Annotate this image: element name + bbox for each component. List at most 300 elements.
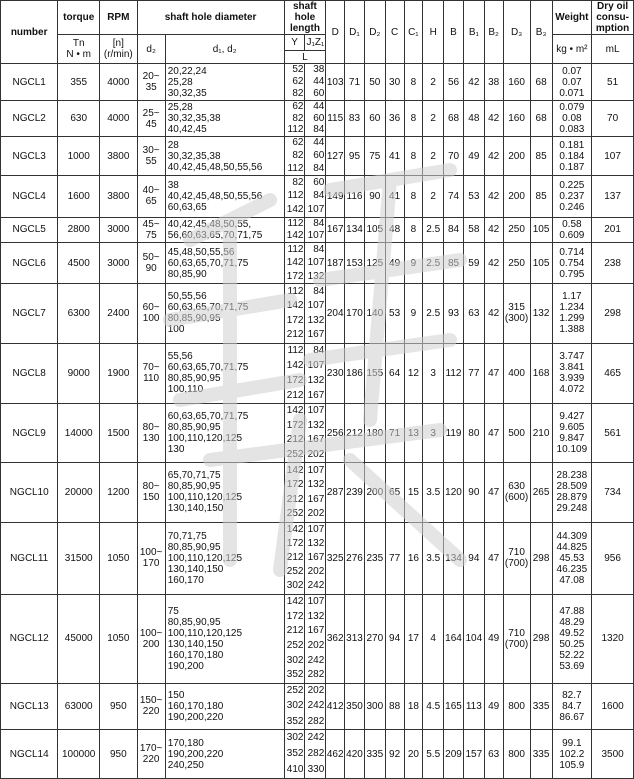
- table-row: [1, 101, 634, 137]
- shaft-length-y: 142: [286, 523, 304, 535]
- shaft-length-y: 352: [286, 669, 304, 681]
- torque-value: 2800: [67, 224, 90, 236]
- col-B1: 80: [468, 427, 480, 439]
- col-C1: 8: [410, 224, 417, 236]
- shaft-length-y: 252: [286, 685, 304, 697]
- col-C: 30: [389, 76, 401, 88]
- shaft-length-y: 302: [286, 700, 304, 712]
- torque-value: 1600: [67, 190, 90, 202]
- torque-value: 63000: [64, 700, 93, 712]
- col-B2: 42: [488, 150, 500, 162]
- col-B3: 298: [532, 552, 550, 564]
- col-B1: 90: [468, 486, 480, 498]
- header-dry-oil: Dry oil consu- mption: [595, 1, 630, 34]
- col-B3: 105: [532, 257, 550, 269]
- col-B2: 47: [488, 486, 500, 498]
- d1d2-values: 38 40,42,45,48,50,55,56 60,63,65: [167, 179, 263, 213]
- shaft-length-j1z1: 132: [307, 374, 325, 386]
- dry-oil-value: 201: [604, 224, 621, 236]
- shaft-length-y: 142: [286, 229, 304, 241]
- shaft-length-y: 212: [286, 389, 304, 401]
- rpm-value: 950: [109, 748, 127, 760]
- col-B2: 49: [488, 633, 500, 645]
- col-D: 167: [326, 224, 344, 236]
- shaft-length-y: 142: [286, 257, 304, 269]
- torque-value: 630: [70, 113, 88, 125]
- shaft-length-j1z1: 242: [307, 700, 325, 712]
- rpm-value: 3000: [107, 257, 130, 269]
- weight-values: 3.747 3.841 3.939 4.072: [559, 351, 585, 396]
- table-row: [1, 522, 634, 594]
- col-B3: 298: [532, 633, 550, 645]
- col-B2: 42: [488, 113, 500, 125]
- shaft-length-j1z1: 44: [313, 100, 325, 112]
- col-B3: 85: [535, 190, 547, 202]
- torque-value: 6300: [67, 307, 90, 319]
- header-J1Z1: J₁Z₁: [305, 35, 326, 51]
- col-D1: 239: [346, 486, 363, 498]
- header-dry-oil-unit: mL: [592, 35, 634, 64]
- col-B1: 53: [468, 190, 480, 202]
- weight-values: 0.181 0.184 0.187: [559, 139, 585, 173]
- col-D1: 83: [348, 113, 361, 125]
- header-C1: C₁: [404, 1, 423, 64]
- d1d2-values: 45,48,50,55,56 60,63,65,70,71,75 80,85,90: [167, 246, 249, 280]
- col-C1: 8: [410, 76, 417, 88]
- col-D3: 630 (600): [504, 481, 529, 504]
- dry-oil-value: 734: [604, 486, 621, 498]
- d1d2-values: 170,180 190,200,220 240,250: [167, 737, 224, 771]
- d2-range: 150~ 220: [139, 695, 163, 718]
- col-B: 164: [445, 633, 462, 645]
- col-C: 41: [389, 150, 401, 162]
- weight-values: 99.1 102.2 105.9: [559, 737, 585, 771]
- shaft-length-j1z1: 60: [313, 88, 325, 100]
- shaft-length-j1z1: 167: [307, 434, 325, 446]
- shaft-length-y: 112: [287, 243, 304, 255]
- col-B3: 132: [532, 307, 550, 319]
- col-D3: 710 (700): [504, 627, 529, 650]
- d2-range: 100~ 170: [139, 547, 163, 570]
- col-D: 127: [326, 150, 344, 162]
- shaft-length-y: 52: [292, 64, 304, 75]
- col-H: 4.5: [426, 700, 441, 712]
- shaft-length-j1z1: 202: [307, 448, 325, 460]
- model-number: NGCL13: [9, 700, 49, 712]
- shaft-length-y: 112: [287, 345, 304, 356]
- shaft-length-j1z1: 107: [307, 300, 325, 312]
- col-C1: 17: [407, 633, 419, 645]
- col-B2: 47: [488, 367, 500, 379]
- model-number: NGCL4: [12, 190, 46, 202]
- shaft-length-y: 212: [286, 493, 304, 505]
- header-weight-unit: kg • m²: [552, 35, 592, 64]
- rpm-value: 1200: [107, 486, 130, 498]
- shaft-length-y: 252: [286, 508, 304, 520]
- shaft-length-j1z1: 84: [313, 285, 325, 297]
- col-D1: 276: [346, 552, 363, 564]
- col-D1: 134: [346, 224, 363, 236]
- shaft-length-j1z1: 242: [307, 732, 325, 744]
- col-D3: 400: [508, 367, 525, 379]
- shaft-length-j1z1: 167: [307, 552, 325, 564]
- col-B1: 157: [465, 748, 483, 760]
- col-C1: 12: [407, 367, 419, 379]
- shaft-length-y: 172: [286, 270, 304, 282]
- header-shaft-hole-diameter: shaft hole diameter: [137, 1, 284, 35]
- col-C: 92: [389, 748, 401, 760]
- weight-values: 1.17 1.234 1.299 1.388: [559, 291, 585, 336]
- col-C1: 9: [410, 257, 417, 269]
- dry-oil-value: 465: [604, 367, 621, 379]
- dry-oil-value: 1320: [601, 633, 624, 645]
- shaft-length-y: 112: [287, 285, 304, 297]
- d2-range: 170~ 220: [139, 743, 163, 766]
- shaft-length-j1z1: 132: [307, 419, 325, 431]
- shaft-length-y: 352: [286, 715, 304, 727]
- shaft-length-j1z1: 132: [307, 314, 325, 326]
- col-B3: 68: [535, 113, 547, 125]
- header-H: H: [423, 1, 444, 64]
- col-B2: 63: [488, 748, 500, 760]
- col-C1: 9: [410, 307, 417, 319]
- table-row: [1, 217, 634, 242]
- col-D3: 160: [508, 113, 525, 125]
- shaft-length-y: 172: [286, 419, 304, 431]
- col-D3: 200: [508, 190, 525, 202]
- weight-values: 0.225 0.237 0.246: [559, 179, 585, 213]
- shaft-length-y: 142: [286, 464, 304, 476]
- col-C1: 8: [410, 150, 417, 162]
- shaft-length-j1z1: 167: [307, 493, 325, 505]
- col-B3: 68: [535, 76, 547, 88]
- d2-range: 80~ 130: [142, 422, 160, 445]
- header-number: number: [1, 1, 58, 64]
- col-C: 65: [389, 486, 401, 498]
- header-B: B: [444, 1, 464, 64]
- shaft-length-y: 302: [286, 580, 304, 592]
- col-D: 115: [327, 113, 344, 125]
- col-D3: 160: [508, 76, 525, 88]
- col-C1: 18: [407, 700, 419, 712]
- shaft-length-y: 82: [292, 88, 304, 100]
- col-B1: 63: [468, 307, 480, 319]
- col-C: 88: [389, 700, 401, 712]
- table-row: [1, 137, 634, 176]
- header-Y: Y: [284, 35, 305, 51]
- model-number: NGCL1: [12, 76, 46, 88]
- rpm-value: 1050: [107, 552, 130, 564]
- shaft-length-y: 172: [286, 479, 304, 491]
- col-D: 149: [326, 190, 344, 202]
- shaft-length-y: 112: [287, 217, 304, 229]
- col-D2: 125: [366, 257, 384, 269]
- model-number: NGCL2: [12, 113, 46, 125]
- d1d2-values: 65,70,71,75 80,85,90,95 100,110,120,125 130,140,150: [167, 470, 243, 515]
- col-B3: 85: [535, 150, 547, 162]
- col-D1: 212: [346, 427, 363, 439]
- header-torque-unit: Tn N • m: [66, 38, 91, 60]
- col-D1: 186: [346, 367, 363, 379]
- shaft-length-j1z1: 107: [307, 595, 325, 607]
- shaft-length-y: 112: [287, 124, 304, 136]
- dry-oil-value: 70: [607, 113, 619, 125]
- col-B: 56: [447, 76, 460, 88]
- model-number: NGCL7: [12, 307, 46, 319]
- rpm-value: 4000: [107, 76, 130, 88]
- col-D: 187: [326, 257, 344, 269]
- col-D3: 800: [508, 700, 525, 712]
- col-H: 2.5: [426, 224, 441, 236]
- d2-range: 50~ 90: [142, 252, 160, 275]
- shaft-length-y: 142: [286, 595, 304, 607]
- shaft-length-y: 142: [286, 405, 304, 417]
- col-B1: 42: [468, 76, 480, 88]
- col-B3: 265: [532, 486, 550, 498]
- model-number: NGCL9: [12, 427, 46, 439]
- col-B: 74: [447, 190, 460, 202]
- col-B: 93: [447, 307, 460, 319]
- col-C: 53: [389, 307, 401, 319]
- rpm-value: 4000: [107, 113, 130, 125]
- col-D3: 500: [508, 427, 525, 439]
- col-D2: 235: [366, 552, 384, 564]
- shaft-length-j1z1: 282: [307, 669, 325, 681]
- d2-range: 25~ 45: [142, 107, 160, 130]
- shaft-length-y: 302: [286, 654, 304, 666]
- d1d2-values: 150 160,170,180 190,200,220: [167, 689, 224, 723]
- col-D3: 315 (300): [504, 302, 529, 325]
- col-H: 2: [430, 113, 436, 125]
- col-B1: 49: [468, 150, 480, 162]
- dry-oil-value: 298: [604, 307, 621, 319]
- shaft-length-j1z1: 202: [307, 508, 325, 520]
- shaft-length-j1z1: 107: [307, 229, 325, 241]
- col-C1: 8: [410, 113, 417, 125]
- dry-oil-value: 1600: [601, 700, 624, 712]
- col-B: 134: [445, 552, 462, 564]
- shaft-length-y: 142: [286, 300, 304, 312]
- col-D: 103: [326, 76, 344, 88]
- shaft-length-j1z1: 107: [307, 359, 325, 371]
- col-B3: 168: [532, 367, 550, 379]
- dry-oil-value: 107: [604, 150, 621, 162]
- col-C1: 13: [407, 427, 419, 439]
- shaft-length-j1z1: 38: [313, 64, 325, 75]
- col-H: 2: [430, 150, 436, 162]
- col-D1: 420: [346, 748, 363, 760]
- col-D2: 200: [366, 486, 384, 498]
- rpm-value: 950: [109, 700, 127, 712]
- shaft-length-j1z1: 84: [313, 162, 325, 174]
- col-C: 49: [389, 257, 401, 269]
- col-C: 64: [389, 367, 401, 379]
- d2-range: 60~ 100: [142, 302, 160, 325]
- shaft-length-j1z1: 202: [307, 639, 325, 651]
- shaft-length-y: 252: [286, 639, 304, 651]
- shaft-length-j1z1: 202: [307, 566, 325, 578]
- shaft-length-y: 62: [292, 137, 304, 149]
- shaft-length-j1z1: 282: [307, 715, 325, 727]
- col-B1: 104: [465, 633, 483, 645]
- header-weight: Weight: [552, 1, 592, 35]
- torque-value: 20000: [64, 486, 93, 498]
- model-number: NGCL6: [12, 257, 46, 269]
- col-D1: 116: [346, 190, 363, 202]
- shaft-length-j1z1: 107: [307, 464, 325, 476]
- col-D1: 313: [346, 633, 363, 645]
- col-D2: 90: [369, 190, 381, 202]
- table-row: [1, 683, 634, 730]
- shaft-length-y: 410: [286, 764, 304, 776]
- shaft-length-y: 212: [286, 329, 304, 341]
- col-B: 165: [445, 700, 462, 712]
- table-row: [1, 730, 634, 779]
- header-C: C: [385, 1, 404, 64]
- shaft-length-y: 302: [286, 732, 304, 744]
- header-D2: D₂: [364, 1, 385, 64]
- shaft-length-j1z1: 107: [307, 257, 325, 269]
- shaft-length-j1z1: 84: [313, 243, 325, 255]
- model-number: NGCL5: [12, 224, 46, 236]
- rpm-value: 2400: [107, 307, 130, 319]
- dry-oil-value: 3500: [601, 748, 624, 760]
- weight-values: 9.427 9.605 9.847 10.109: [556, 411, 588, 456]
- weight-values: 0.58 0.609: [559, 218, 585, 241]
- col-C1: 15: [407, 486, 419, 498]
- d1d2-values: 75 80,85,90,95 100,110,120,125 130,140,150 160,170,180 190,200: [167, 605, 243, 672]
- shaft-length-j1z1: 84: [313, 345, 325, 356]
- col-D1: 71: [348, 76, 361, 88]
- shaft-length-j1z1: 44: [313, 137, 325, 149]
- col-D: 256: [326, 427, 344, 439]
- d1d2-values: 50,55,56 60,63,65,70,71,75 80,85,90,95 100: [167, 291, 249, 336]
- d1d2-values: 20,22,24 25,28 30,32,35: [167, 65, 207, 99]
- shaft-length-y: 82: [292, 176, 304, 188]
- col-B1: 94: [468, 552, 480, 564]
- model-number: NGCL12: [9, 633, 49, 645]
- header-rpm: RPM: [100, 1, 138, 35]
- dry-oil-value: 238: [604, 257, 621, 269]
- shaft-length-j1z1: 107: [307, 405, 325, 417]
- shaft-length-y: 62: [292, 76, 304, 88]
- table-row: [1, 64, 634, 101]
- col-H: 2.5: [426, 307, 441, 319]
- rpm-value: 3000: [107, 224, 130, 236]
- col-H: 3.5: [426, 552, 441, 564]
- weight-values: 0.07 0.07 0.071: [559, 65, 585, 99]
- col-B1: 113: [465, 700, 482, 712]
- col-B2: 42: [488, 190, 500, 202]
- shaft-length-j1z1: 44: [313, 76, 325, 88]
- model-number: NGCL14: [9, 748, 49, 760]
- col-D2: 60: [369, 113, 381, 125]
- rpm-value: 1050: [107, 633, 130, 645]
- col-C: 94: [389, 633, 401, 645]
- col-B1: 48: [468, 113, 480, 125]
- col-D2: 105: [366, 224, 384, 236]
- weight-values: 82.7 84.7 86.67: [559, 689, 585, 723]
- d1d2-values: 70,71,75 80,85,90,95 100,110,120,125 130,140,150 160,170: [167, 530, 243, 586]
- col-D: 462: [326, 748, 344, 760]
- col-D2: 180: [366, 427, 384, 439]
- col-D2: 335: [366, 748, 384, 760]
- col-B2: 49: [488, 700, 500, 712]
- col-B: 68: [447, 113, 460, 125]
- header-d2: d₂: [137, 35, 165, 64]
- shaft-length-y: 212: [286, 552, 304, 564]
- col-B: 120: [445, 486, 462, 498]
- model-number: NGCL10: [9, 486, 49, 498]
- shaft-length-j1z1: 132: [307, 537, 325, 549]
- shaft-length-y: 112: [287, 162, 304, 174]
- header-torque: torque: [58, 1, 100, 35]
- col-D2: 300: [366, 700, 384, 712]
- d1d2-values: 55,56 60,63,65,70,71,75 80,85,90,95 100,110: [167, 351, 249, 396]
- shaft-length-y: 352: [286, 748, 304, 760]
- col-D: 204: [326, 307, 344, 319]
- torque-value: 1000: [67, 150, 90, 162]
- shaft-length-j1z1: 242: [307, 580, 325, 592]
- torque-value: 4500: [67, 257, 90, 269]
- rpm-value: 1500: [107, 427, 130, 439]
- weight-values: 0.714 0.754 0.795: [559, 246, 585, 280]
- model-number: NGCL11: [10, 552, 49, 564]
- col-C1: 8: [410, 190, 417, 202]
- col-B3: 210: [532, 427, 550, 439]
- shaft-length-j1z1: 167: [307, 625, 325, 637]
- header-shaft-hole-length: shaft hole length: [289, 1, 320, 34]
- torque-value: 100000: [62, 748, 96, 760]
- d2-range: 30~ 55: [142, 145, 160, 168]
- col-B3: 335: [532, 700, 550, 712]
- header-D1: D₁: [345, 1, 365, 64]
- col-C1: 20: [407, 748, 419, 760]
- col-C: 36: [389, 113, 401, 125]
- shaft-length-y: 172: [286, 537, 304, 549]
- col-D2: 155: [366, 367, 384, 379]
- shaft-length-j1z1: 167: [307, 329, 325, 341]
- col-D: 230: [326, 367, 344, 379]
- d2-range: 45~ 75: [142, 218, 160, 241]
- col-D1: 95: [348, 150, 361, 162]
- col-D: 412: [326, 700, 344, 712]
- col-D3: 800: [508, 748, 525, 760]
- shaft-length-y: 212: [286, 434, 304, 446]
- col-B2: 38: [488, 76, 500, 88]
- d2-range: 40~ 65: [142, 185, 160, 208]
- col-B1: 77: [468, 367, 480, 379]
- shaft-length-j1z1: 84: [313, 190, 325, 202]
- col-H: 3: [430, 427, 436, 439]
- header-B1: B₁: [463, 1, 484, 64]
- d2-range: 70~ 110: [142, 362, 160, 385]
- rpm-value: 1900: [107, 367, 130, 379]
- shaft-length-j1z1: 202: [307, 685, 325, 697]
- col-B2: 42: [488, 224, 500, 236]
- col-D2: 50: [369, 76, 381, 88]
- shaft-length-y: 172: [286, 314, 304, 326]
- d1d2-values: 25,28 30,32,35,38 40,42,45: [167, 102, 221, 136]
- rpm-value: 3800: [107, 190, 130, 202]
- shaft-length-j1z1: 132: [307, 479, 325, 491]
- col-D3: 250: [508, 257, 525, 269]
- shaft-length-j1z1: 84: [313, 124, 325, 136]
- shaft-length-j1z1: 60: [313, 112, 325, 124]
- d2-range: 100~ 200: [139, 627, 163, 650]
- col-H: 4: [430, 633, 436, 645]
- col-D3: 200: [508, 150, 525, 162]
